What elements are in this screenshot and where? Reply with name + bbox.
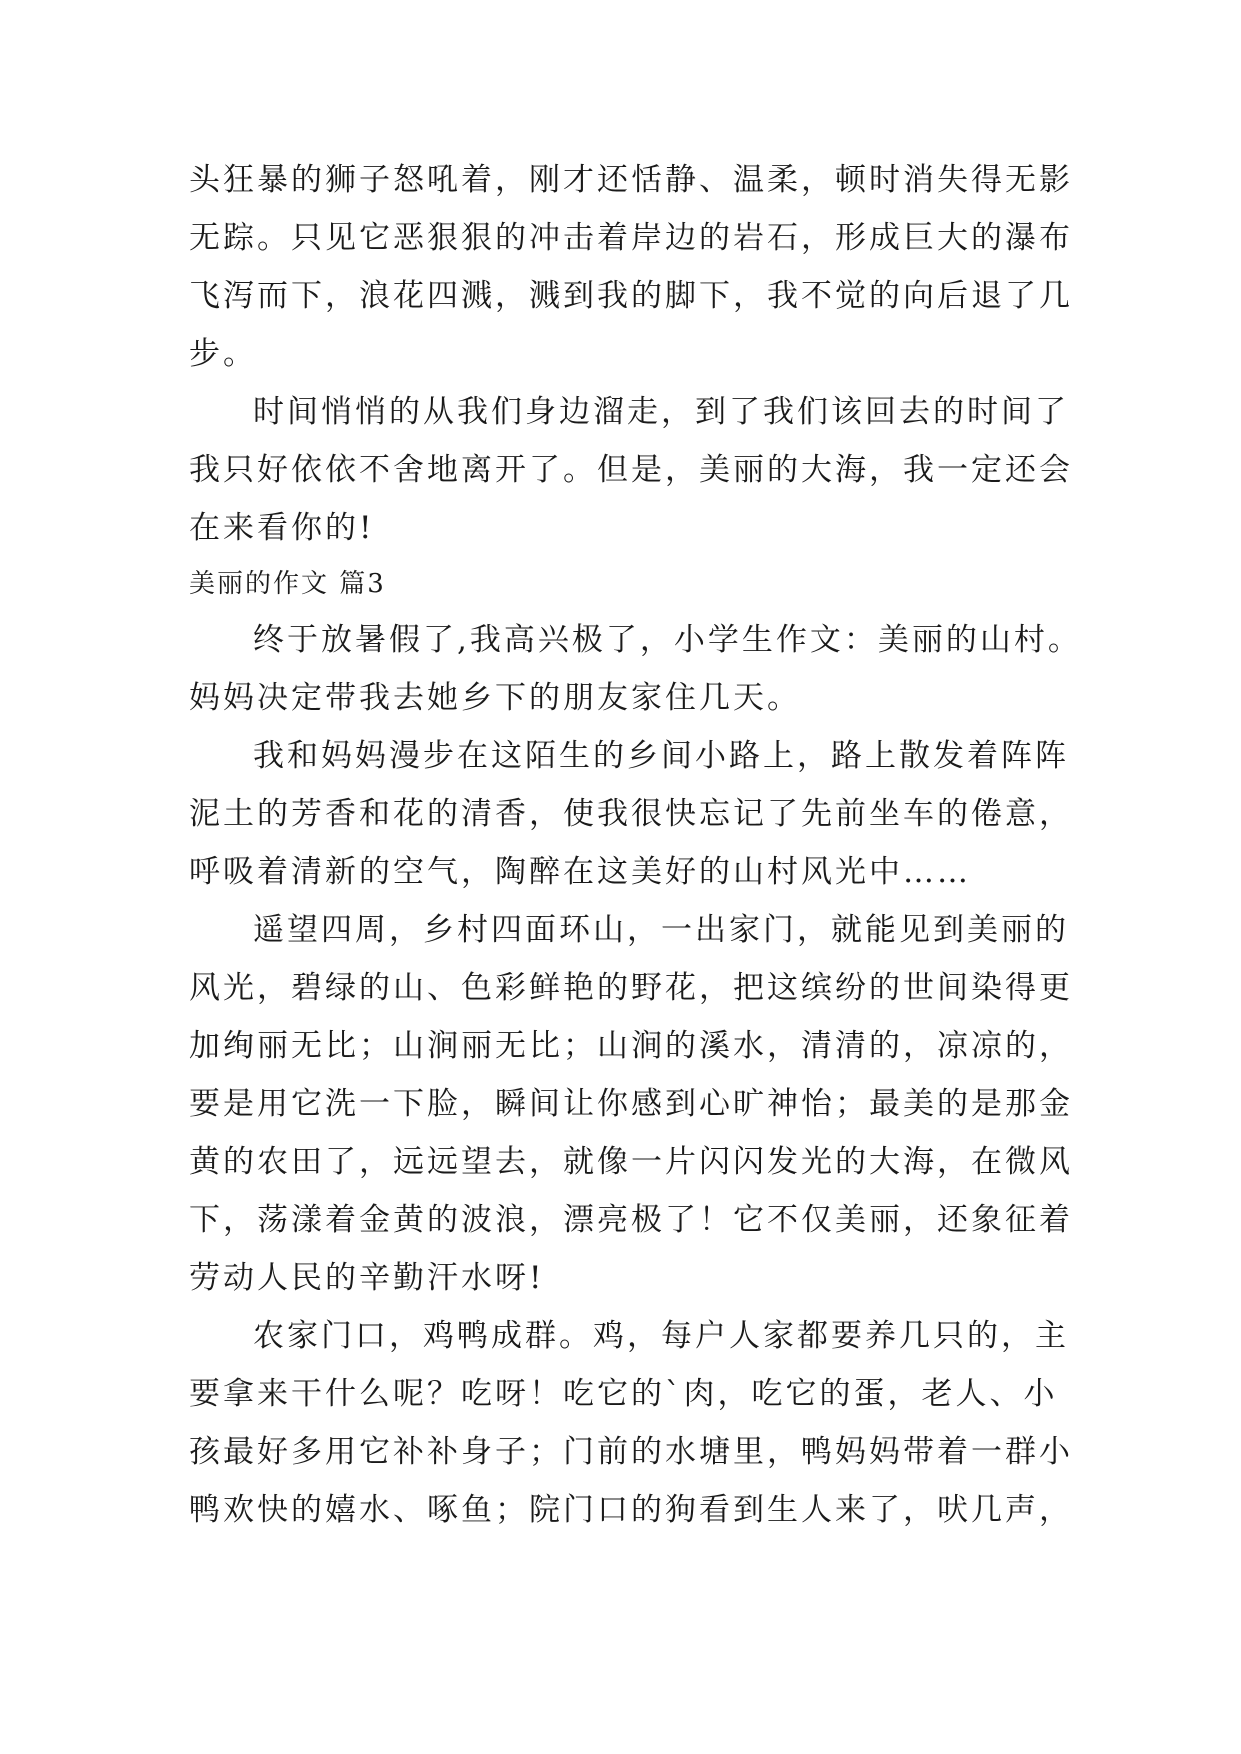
paragraph-4-line-1: 我和妈妈漫步在这陌生的乡间小路上，路上散发着阵阵 xyxy=(253,738,1069,774)
paragraph-5-line-5: 黄的农田了，远远望去，就像一片闪闪发光的大海，在微风 xyxy=(189,1144,1073,1180)
paragraph-6-line-1: 农家门口，鸡鸭成群。鸡，每户人家都要养几只的，主 xyxy=(253,1318,1069,1354)
paragraph-5-line-3: 加绚丽无比；山涧丽无比；山涧的溪水，清清的，凉凉的， xyxy=(189,1028,1073,1064)
paragraph-1-line-1: 头狂暴的狮子怒吼着，刚才还恬静、温柔，顿时消失得无影 xyxy=(189,162,1073,198)
paragraph-2-line-2: 我只好依依不舍地离开了。但是，美丽的大海，我一定还会 xyxy=(189,452,1073,488)
paragraph-6-line-3: 孩最好多用它补补身子；门前的水塘里，鸭妈妈带着一群小 xyxy=(189,1434,1073,1470)
paragraph-5-line-7: 劳动人民的辛勤汗水呀! xyxy=(189,1260,545,1296)
paragraph-5-line-4: 要是用它洗一下脸，瞬间让你感到心旷神怡；最美的是那金 xyxy=(189,1086,1073,1122)
paragraph-6-line-4: 鸭欢快的嬉水、啄鱼；院门口的狗看到生人来了，吠几声， xyxy=(189,1492,1073,1528)
paragraph-2-line-1: 时间悄悄的从我们身边溜走，到了我们该回去的时间了 xyxy=(253,394,1069,430)
paragraph-3-line-2: 妈妈决定带我去她乡下的朋友家住几天。 xyxy=(189,680,801,716)
paragraph-5-line-6: 下，荡漾着金黄的波浪，漂亮极了！它不仅美丽，还象征着 xyxy=(189,1202,1073,1238)
paragraph-1-line-4: 步。 xyxy=(189,336,257,372)
paragraph-1-line-3: 飞泻而下，浪花四溅，溅到我的脚下，我不觉的向后退了几 xyxy=(189,278,1073,314)
paragraph-4-line-3: 呼吸着清新的空气，陶醉在这美好的山村风光中…… xyxy=(189,854,971,890)
paragraph-6-line-2: 要拿来干什么呢？吃呀！吃它的`肉，吃它的蛋，老人、小 xyxy=(189,1376,1058,1412)
section-title: 美丽的作文 篇3 xyxy=(189,569,386,599)
paragraph-2-line-3: 在来看你的! xyxy=(189,510,375,546)
paragraph-1-line-2: 无踪。只见它恶狠狠的冲击着岸边的岩石，形成巨大的瀑布 xyxy=(189,220,1073,256)
paragraph-5-line-1: 遥望四周，乡村四面环山，一出家门，就能见到美丽的 xyxy=(253,912,1069,948)
paragraph-4-line-2: 泥土的芳香和花的清香，使我很快忘记了先前坐车的倦意， xyxy=(189,796,1073,832)
paragraph-3-line-1: 终于放暑假了,我高兴极了，小学生作文：美丽的山村。 xyxy=(253,622,1082,658)
paragraph-5-line-2: 风光，碧绿的山、色彩鲜艳的野花，把这缤纷的世间染得更 xyxy=(189,970,1073,1006)
